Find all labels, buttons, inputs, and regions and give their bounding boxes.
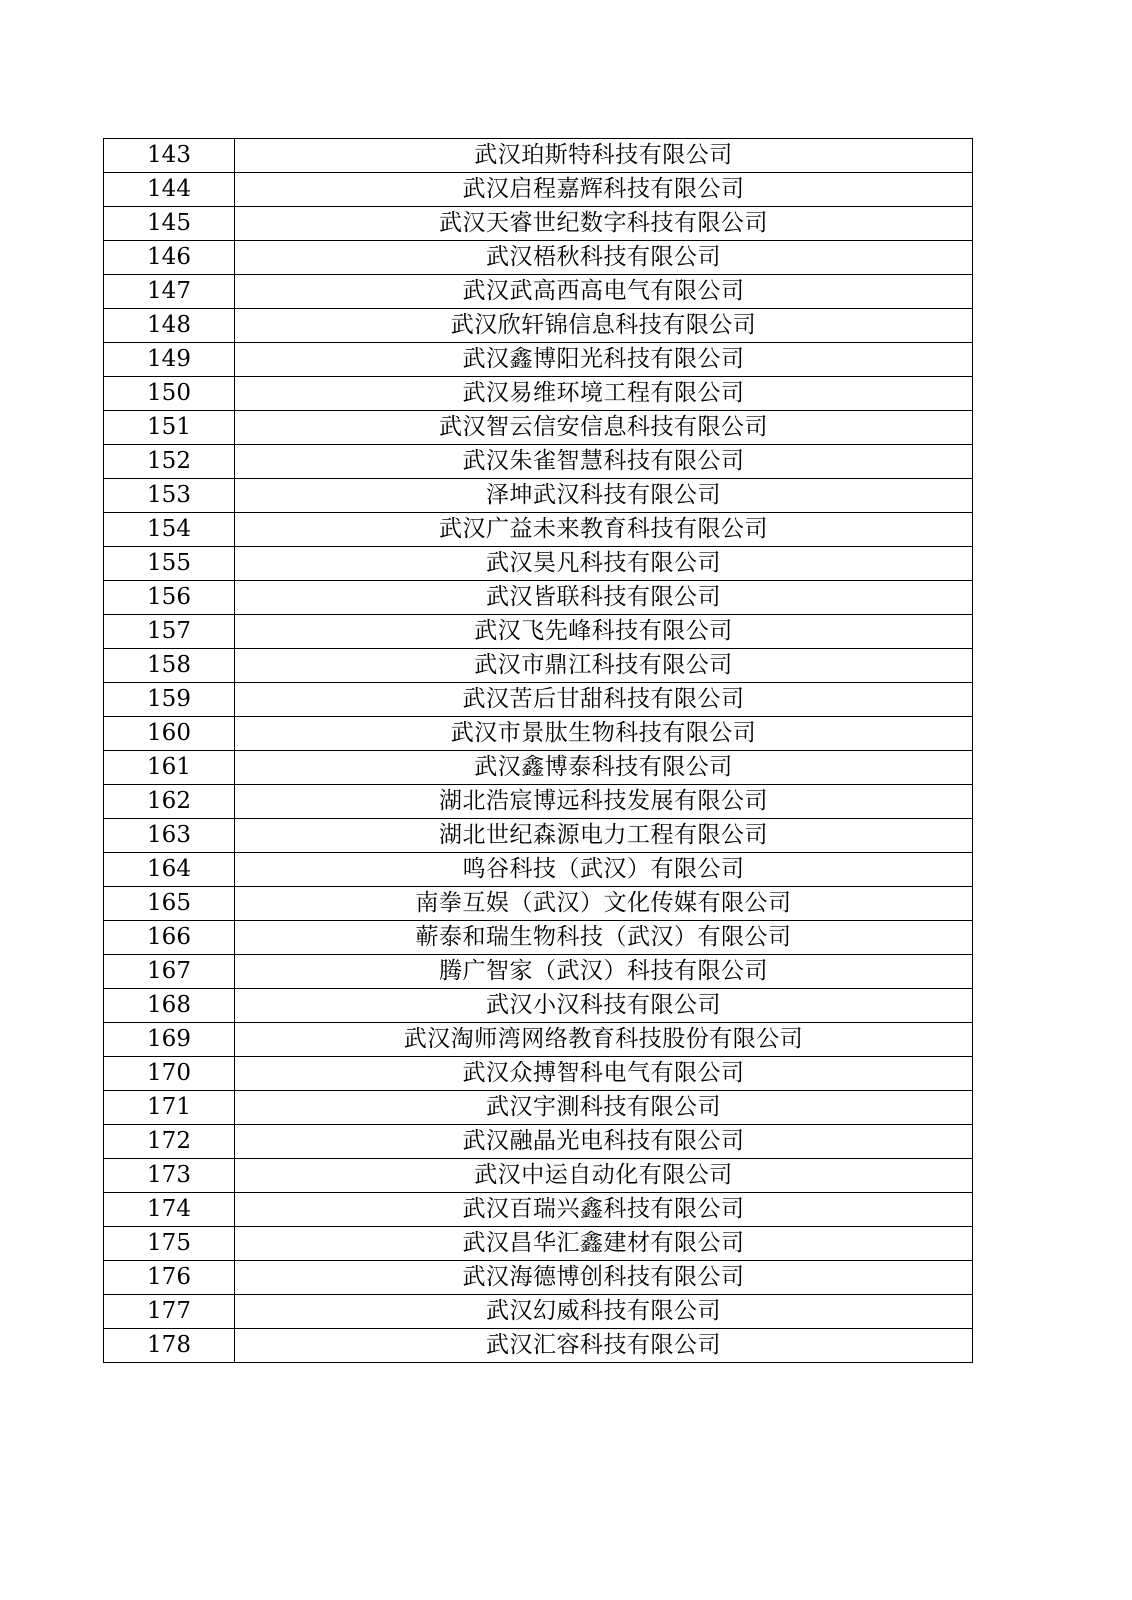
- row-number-cell: 173: [104, 1159, 235, 1193]
- table-row: [104, 1159, 973, 1193]
- company-name-cell: 武汉融晶光电科技有限公司: [235, 1125, 973, 1159]
- row-number-cell: 160: [104, 717, 235, 751]
- row-number-cell: 174: [104, 1193, 235, 1227]
- row-number-cell: 147: [104, 275, 235, 309]
- table-row: [104, 785, 973, 819]
- row-number-cell: 178: [104, 1329, 235, 1363]
- company-name-cell: 武汉苦后甘甜科技有限公司: [235, 683, 973, 717]
- company-name-cell: 武汉百瑞兴鑫科技有限公司: [235, 1193, 973, 1227]
- company-name-cell: 武汉天睿世纪数字科技有限公司: [235, 207, 973, 241]
- table-row: [104, 1295, 973, 1329]
- company-name-cell: 武汉众搏智科电气有限公司: [235, 1057, 973, 1091]
- table-row: [104, 1023, 973, 1057]
- table-row: [104, 173, 973, 207]
- company-name-cell: 武汉昊凡科技有限公司: [235, 547, 973, 581]
- company-name-cell: 南拳互娱（武汉）文化传媒有限公司: [235, 887, 973, 921]
- company-name-cell: 武汉易维环境工程有限公司: [235, 377, 973, 411]
- company-name-cell: 腾广智家（武汉）科技有限公司: [235, 955, 973, 989]
- table-row: [104, 139, 973, 173]
- table-row: [104, 479, 973, 513]
- row-number-cell: 177: [104, 1295, 235, 1329]
- company-name-cell: 武汉幻威科技有限公司: [235, 1295, 973, 1329]
- table-row: [104, 343, 973, 377]
- company-name-cell: 武汉武高西高电气有限公司: [235, 275, 973, 309]
- row-number-cell: 154: [104, 513, 235, 547]
- row-number-cell: 163: [104, 819, 235, 853]
- row-number-cell: 157: [104, 615, 235, 649]
- company-name-cell: 武汉汇容科技有限公司: [235, 1329, 973, 1363]
- company-name-cell: 武汉市景肽生物科技有限公司: [235, 717, 973, 751]
- row-number-cell: 171: [104, 1091, 235, 1125]
- row-number-cell: 164: [104, 853, 235, 887]
- table-row: [104, 717, 973, 751]
- table-row: [104, 547, 973, 581]
- row-number-cell: 165: [104, 887, 235, 921]
- row-number-cell: 170: [104, 1057, 235, 1091]
- company-name-cell: 湖北浩宸博远科技发展有限公司: [235, 785, 973, 819]
- company-name-cell: 武汉鑫博泰科技有限公司: [235, 751, 973, 785]
- company-name-cell: 武汉市鼎江科技有限公司: [235, 649, 973, 683]
- table-row: [104, 751, 973, 785]
- row-number-cell: 150: [104, 377, 235, 411]
- row-number-cell: 166: [104, 921, 235, 955]
- table-row: [104, 275, 973, 309]
- company-name-cell: 武汉珀斯特科技有限公司: [235, 139, 973, 173]
- company-list-body: [104, 139, 973, 1363]
- table-row: [104, 615, 973, 649]
- row-number-cell: 146: [104, 241, 235, 275]
- row-number-cell: 148: [104, 309, 235, 343]
- row-number-cell: 156: [104, 581, 235, 615]
- table-row: [104, 1261, 973, 1295]
- table-row: [104, 309, 973, 343]
- row-number-cell: 144: [104, 173, 235, 207]
- company-name-cell: 武汉昌华汇鑫建材有限公司: [235, 1227, 973, 1261]
- table-row: [104, 1125, 973, 1159]
- table-row: [104, 955, 973, 989]
- row-number-cell: 161: [104, 751, 235, 785]
- table-row: [104, 989, 973, 1023]
- company-name-cell: 泽坤武汉科技有限公司: [235, 479, 973, 513]
- table-row: [104, 649, 973, 683]
- table-row: [104, 207, 973, 241]
- company-name-cell: 武汉中运自动化有限公司: [235, 1159, 973, 1193]
- row-number-cell: 168: [104, 989, 235, 1023]
- company-name-cell: 武汉飞先峰科技有限公司: [235, 615, 973, 649]
- row-number-cell: 153: [104, 479, 235, 513]
- company-name-cell: 武汉广益未来教育科技有限公司: [235, 513, 973, 547]
- table-row: [104, 683, 973, 717]
- company-name-cell: 武汉欣轩锦信息科技有限公司: [235, 309, 973, 343]
- company-name-cell: 武汉梧秋科技有限公司: [235, 241, 973, 275]
- table-row: [104, 411, 973, 445]
- table-row: [104, 513, 973, 547]
- table-row: [104, 819, 973, 853]
- table-row: [104, 581, 973, 615]
- row-number-cell: 159: [104, 683, 235, 717]
- company-name-cell: 武汉小汉科技有限公司: [235, 989, 973, 1023]
- row-number-cell: 143: [104, 139, 235, 173]
- table-row: [104, 241, 973, 275]
- row-number-cell: 176: [104, 1261, 235, 1295]
- row-number-cell: 155: [104, 547, 235, 581]
- table-row: [104, 921, 973, 955]
- row-number-cell: 149: [104, 343, 235, 377]
- row-number-cell: 172: [104, 1125, 235, 1159]
- company-list-table: [103, 138, 973, 1363]
- row-number-cell: 152: [104, 445, 235, 479]
- table-row: [104, 1193, 973, 1227]
- company-name-cell: 武汉鑫博阳光科技有限公司: [235, 343, 973, 377]
- company-name-cell: 武汉宇測科技有限公司: [235, 1091, 973, 1125]
- table-row: [104, 887, 973, 921]
- table-row: [104, 1091, 973, 1125]
- company-name-cell: 湖北世纪森源电力工程有限公司: [235, 819, 973, 853]
- row-number-cell: 145: [104, 207, 235, 241]
- table-row: [104, 445, 973, 479]
- company-name-cell: 武汉淘师湾网络教育科技股份有限公司: [235, 1023, 973, 1057]
- company-name-cell: 武汉启程嘉辉科技有限公司: [235, 173, 973, 207]
- company-name-cell: 武汉朱雀智慧科技有限公司: [235, 445, 973, 479]
- row-number-cell: 158: [104, 649, 235, 683]
- company-name-cell: 蕲泰和瑞生物科技（武汉）有限公司: [235, 921, 973, 955]
- table-row: [104, 1329, 973, 1363]
- company-name-cell: 武汉皆联科技有限公司: [235, 581, 973, 615]
- row-number-cell: 169: [104, 1023, 235, 1057]
- table-row: [104, 1227, 973, 1261]
- table-row: [104, 1057, 973, 1091]
- row-number-cell: 151: [104, 411, 235, 445]
- row-number-cell: 162: [104, 785, 235, 819]
- table-row: [104, 853, 973, 887]
- table-row: [104, 377, 973, 411]
- company-name-cell: 武汉海德博创科技有限公司: [235, 1261, 973, 1295]
- company-name-cell: 武汉智云信安信息科技有限公司: [235, 411, 973, 445]
- row-number-cell: 175: [104, 1227, 235, 1261]
- company-name-cell: 鸣谷科技（武汉）有限公司: [235, 853, 973, 887]
- row-number-cell: 167: [104, 955, 235, 989]
